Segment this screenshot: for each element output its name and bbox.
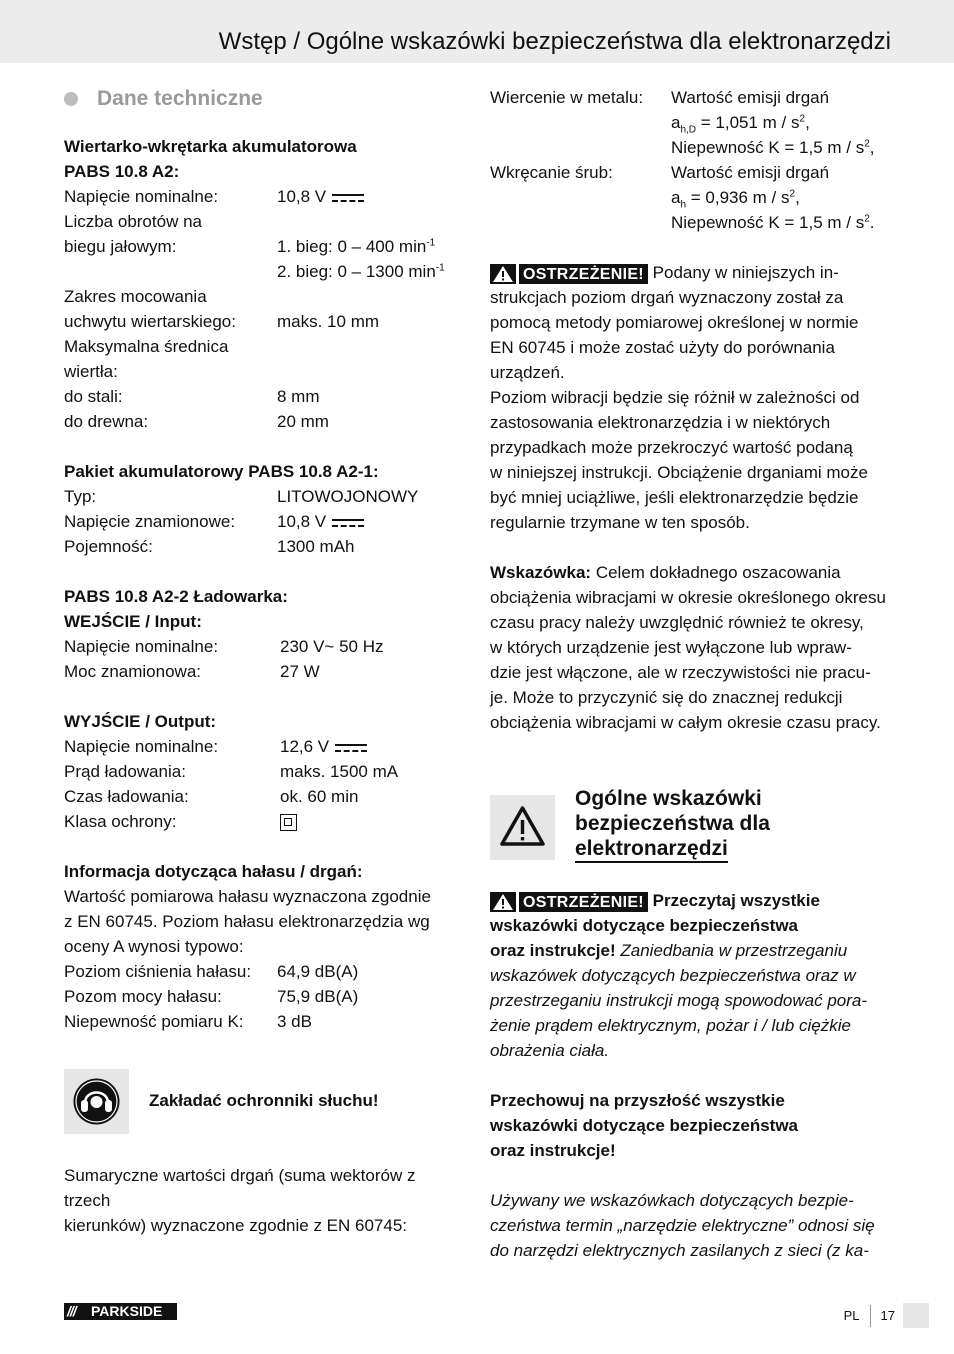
spec-key: uchwytu wiertarskiego:	[64, 312, 236, 331]
safety-section-title: Ogólne wskazówki bezpieczeństwa dla elektronarzędzi	[575, 786, 770, 863]
spec-row	[64, 209, 464, 234]
brand-logo: /// PARKSIDE	[64, 1303, 177, 1320]
spec-row	[64, 259, 464, 284]
spec-row	[64, 409, 464, 434]
page-footer	[844, 1303, 929, 1328]
noise-text: Wartość pomiarowa hałasu wyznaczona zgodnie	[64, 887, 431, 906]
spec-row: Napięcie nominalne: 12,6 V	[64, 734, 464, 759]
left-column	[64, 85, 464, 1034]
spec-row	[64, 334, 464, 359]
vib-label: Wiercenie w metalu:	[490, 88, 644, 107]
hint-block: Wskazówka: Celem dokładnego oszacowania obciążenia wibracjami w okresie określonego okresu czasu pracy należy uwzględnić również te okresy, w których urządzenie jest wyłączone lub wpraw- dzie jest włączone, ale w rzeczywistości nie pracu- je. Może to przyczynić się do znacznej redukcji obciążenia wibracjami w całym okresie czasu pracy.	[490, 563, 886, 732]
noise-title: Informacja dotycząca hałasu / drgań:	[64, 862, 363, 881]
spec-row: Pojemność: 1300 mAh	[64, 537, 355, 556]
spec-value: 1. bieg: 0 – 400 $\min^{-1}$	[277, 237, 436, 256]
safety-warning-text: OSTRZEŻENIE! Przeczytaj wszystkie wskazówki dotyczące bezpieczeństwa oraz instrukcje! Zaniedbania w przestrzeganiu wskazówek dotyczących bezpieczeństwa oraz w przestrzeganiu instrukcji mogą spowodować pora- żenie prądem elektrycznym, pożar i / lub ciężkie obrażenia ciała. Przechowuj na przyszłość wszystkie wskazówki dotyczące bezpieczeństwa oraz instrukcje! Używany we wskazówkach dotyczących bezpie- czeństwa termin „narzędzie elektryczne” odnosi się do narzędzi elektrycznych zasilanych z sieci (z ka-	[490, 891, 875, 1260]
charger-title: PABS 10.8 A2-2 Ładowarka:	[64, 587, 288, 606]
spec-key: biegu jałowym:	[64, 237, 177, 256]
spec-row	[64, 234, 464, 259]
vibration-intro: Sumaryczne wartości drgań (suma wektorów z trzech kierunków) wyznaczone zgodnie z EN 60745:	[64, 1166, 416, 1235]
charger-input-title: WEJŚCIE / Input:	[64, 612, 202, 631]
spec-row: Prąd ładowania: maks. 1500 mA	[64, 762, 399, 781]
drill-title: Wiertarko-wkrętarka akumulatorowa	[64, 137, 357, 156]
spec-key: Napięcie nominalne:	[64, 187, 219, 206]
noise-table	[64, 959, 464, 1034]
spec-key: Liczba obrotów na	[64, 212, 202, 231]
noise-text: oceny A wynosi typowo:	[64, 937, 244, 956]
spec-row: Napięcie nominalne: 230 V~ 50 Hz	[64, 637, 384, 656]
warning-triangle-icon	[490, 264, 516, 284]
page-number: 17	[880, 1308, 895, 1323]
warning-triangle-icon	[490, 795, 555, 860]
spec-row: Pozom mocy hałasu: 75,9 dB(A)	[64, 987, 359, 1006]
spec-value: 2. bieg: 0 – 1300 $\min^{-1}$	[277, 262, 445, 281]
battery-spec-table	[64, 484, 464, 559]
spec-row	[64, 384, 464, 409]
spec-key: do stali:	[64, 387, 123, 406]
ear-protection-icon	[64, 1069, 129, 1134]
ear-protection-box	[64, 1069, 129, 1134]
spec-row: Klasa ochrony:	[64, 809, 464, 834]
page-tab-marker	[903, 1303, 929, 1328]
vibration-table: Wiercenie w metalu: Wartość emisji drgań $a_{h,D} = 1,051$ m / $s^2$, Niepewność K = 1,5 m / $s^2$, Wkręcanie śrub: Wartość emisji drgań $a_h = 0,936$ m / $s^2$, Niepewność K = 1,5 m / $s^2$.	[490, 85, 890, 235]
warning-triangle-icon	[490, 892, 516, 912]
vib-label: Wkręcanie śrub:	[490, 163, 613, 182]
spec-value: 10,8 V	[277, 184, 364, 209]
spec-row: Typ: LITOWOJONOWY	[64, 487, 419, 506]
page-header	[0, 0, 954, 63]
spec-row: Niepewność pomiaru K: 3 dB	[64, 1012, 312, 1031]
spec-key: wiertła:	[64, 362, 118, 381]
drill-spec-table	[64, 184, 464, 434]
noise-text: z EN 60745. Poziom hałasu elektronarzędzia wg	[64, 912, 430, 931]
section-heading-tech	[64, 85, 464, 113]
spec-key: do drewna:	[64, 412, 149, 431]
spec-key: Maksymalna średnica	[64, 337, 229, 356]
spec-value: maks. 10 mm	[277, 312, 380, 331]
spec-row: Czas ładowania: ok. 60 min	[64, 787, 359, 806]
charger-output-title: WYJŚCIE / Output:	[64, 712, 217, 731]
protection-class-ii-icon	[280, 814, 297, 831]
spec-row	[64, 359, 464, 384]
spec-value: 8 mm	[277, 387, 320, 406]
spec-value: 20 mm	[277, 412, 329, 431]
warning-badge: OSTRZEŻENIE!	[490, 892, 648, 912]
spec-row: Poziom ciśnienia hałasu: 64,9 dB(A)	[64, 962, 359, 981]
spec-row: Moc znamionowa: 27 W	[64, 662, 320, 681]
warning-block-vibration: OSTRZEŻENIE! Podany w niniejszych in- strukcjach poziom drgań wyznaczony został za pomocą metody pomiarowej określonej w normie EN 60745 i może zostać użyty do porównania urządzeń. Poziom wibracji będzie się różnił w zależności od zastosowania elektronarzędzia i w niektórych przypadkach może przekroczyć wartość podaną w niniejszej instrukcji. Obciążenie drganiami może być mniej uciążliwe, jeśli elektronarzędzie będzie regularnie trzymane w ten sposób.	[490, 263, 868, 532]
drill-title-model: PABS 10.8 A2:	[64, 162, 180, 181]
charger-output-table	[64, 734, 464, 834]
charger-input-table	[64, 634, 464, 684]
dc-symbol-icon	[335, 743, 367, 753]
spec-row	[64, 184, 464, 209]
dc-symbol-icon	[332, 518, 364, 528]
spec-row	[64, 309, 464, 334]
spec-row: Napięcie znamionowe: 10,8 V	[64, 509, 464, 534]
battery-title: Pakiet akumulatorowy PABS 10.8 A2-1:	[64, 462, 379, 481]
page-title: Wstęp / Ogólne wskazówki bezpieczeństwa dla elektronarzędzi	[218, 28, 891, 55]
bullet-dot-icon	[64, 92, 78, 106]
section-title: Dane techniczne	[97, 87, 263, 110]
language-code: PL	[843, 1308, 860, 1323]
right-column	[490, 85, 890, 735]
dc-symbol-icon	[332, 193, 364, 203]
ear-protection-notice: Zakładać ochronniki słuchu!	[149, 1091, 379, 1110]
spec-row	[64, 284, 464, 309]
warning-badge: OSTRZEŻENIE!	[490, 264, 648, 284]
safety-warning-box	[490, 795, 555, 860]
spec-key: Zakres mocowania	[64, 287, 207, 306]
